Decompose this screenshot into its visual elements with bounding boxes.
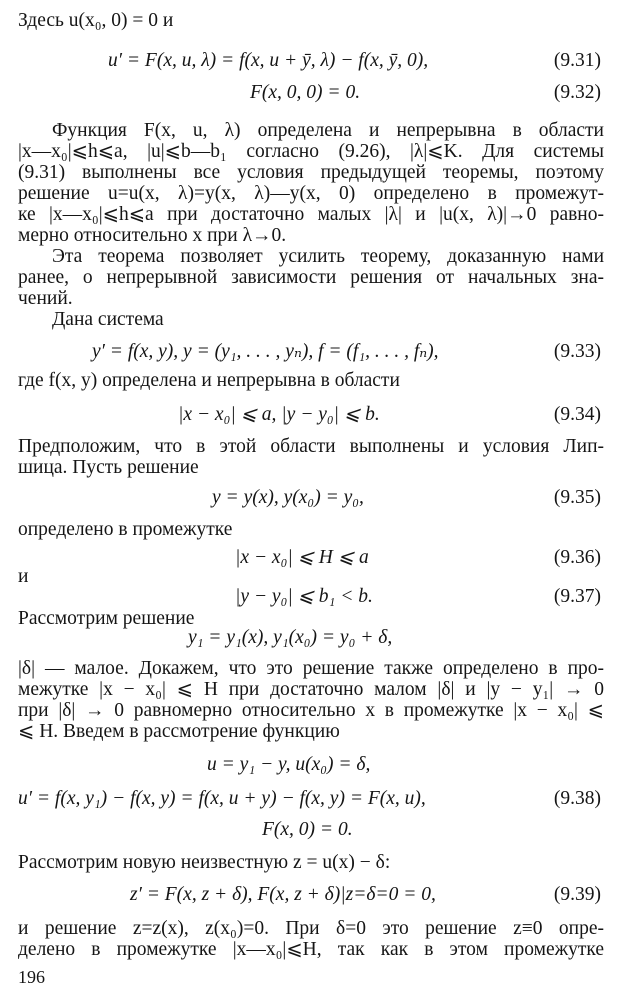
paragraph-line: шица. Пусть решение	[18, 457, 199, 478]
paragraph-line: мерно относительно x при λ→0.	[18, 225, 287, 246]
and-word: и	[18, 566, 29, 587]
paragraph-line: межутке |x − x₀| ⩽ H при достаточно малом |δ| и |y − y₁| → 0	[18, 679, 604, 700]
paragraph-line: при |δ| → 0 равномерно относительно x в промежутке |x − x₀| ⩽	[18, 700, 604, 721]
equation-number-9-37: (9.37)	[553, 586, 601, 607]
equation-number-9-31: (9.31)	[553, 50, 601, 71]
paragraph-line: |x—x₀|⩽h⩽a, |u|⩽b—b₁ согласно (9.26), |λ|⩽K. Для системы	[18, 141, 604, 162]
paragraph-line: и решение z=z(x), z(x₀)=0. При δ=0 это решение z≡0 опре-	[18, 918, 604, 939]
equation-9-36: |x − x₀| ⩽ H ⩽ a	[235, 547, 369, 568]
paragraph-line: делено в промежутке |x—x₀|⩽H, так как в этом промежутке	[18, 939, 604, 960]
equation-9-34: |x − x₀| ⩽ a, |y − y₀| ⩽ b.	[178, 404, 380, 425]
equation-9-31: u′ = F(x, u, λ) = f(x, u + ȳ, λ) − f(x, ȳ, 0),	[108, 50, 429, 71]
equation-number-9-38: (9.38)	[553, 788, 601, 809]
page-number: 196	[18, 967, 45, 987]
equation-u: u = y₁ − y, u(x₀) = δ,	[207, 754, 371, 775]
equation-number-9-34: (9.34)	[553, 404, 601, 425]
paragraph-line: (9.31) выполнены все условия предыдущей теоремы, поэтому	[18, 162, 604, 183]
given-system-line: Дана система	[52, 309, 164, 330]
intro-line: Здесь u(x₀, 0) = 0 и	[18, 10, 174, 31]
equation-9-32: F(x, 0, 0) = 0.	[250, 82, 361, 103]
equation-9-39: z′ = F(x, z + δ), F(x, z + δ)|z=δ=0 = 0,	[130, 884, 436, 905]
equation-F0: F(x, 0) = 0.	[262, 819, 353, 840]
where-f-line: где f(x, y) определена и непрерывна в области	[18, 370, 400, 391]
equation-9-33: y′ = f(x, y), y = (y₁, . . . , yₙ), f = (f₁, . . . , fₙ),	[92, 341, 439, 362]
equation-number-9-39: (9.39)	[553, 884, 601, 905]
equation-9-38: u′ = f(x, y₁) − f(x, y) = f(x, u + y) − f(x, y) = F(x, u),	[18, 788, 426, 809]
paragraph-line: |δ| — малое. Докажем, что это решение также определено в про-	[18, 658, 604, 679]
equation-number-9-36: (9.36)	[553, 547, 601, 568]
paragraph-line: ранее, о непрерывной зависимости решения от начальных зна-	[18, 267, 604, 288]
equation-y1: y₁ = y₁(x), y₁(x₀) = y₀ + δ,	[188, 627, 393, 648]
paragraph-line: ке |x—x₀|⩽h⩽a при достаточно малых |λ| и |u(x, λ)|→0 равно-	[18, 204, 604, 225]
paragraph-line: Эта теорема позволяет усилить теорему, доказанную нами	[52, 246, 604, 267]
defined-in-line: определено в промежутке	[18, 519, 233, 540]
equation-9-37: |y − y₀| ⩽ b₁ < b.	[235, 586, 373, 607]
equation-number-9-33: (9.33)	[553, 341, 601, 362]
new-unknown-line: Рассмотрим новую неизвестную z = u(x) − δ:	[18, 852, 391, 873]
equation-number-9-35: (9.35)	[553, 487, 601, 508]
paragraph-line: чений.	[18, 288, 73, 309]
paragraph-line: Функция F(x, u, λ) определена и непрерывна в области	[52, 120, 604, 141]
equation-number-9-32: (9.32)	[553, 82, 601, 103]
paragraph-line: ⩽ H. Введем в рассмотрение функцию	[18, 721, 340, 742]
paragraph-line: Предположим, что в этой области выполнены и условия Лип-	[18, 436, 604, 457]
consider-solution-line: Рассмотрим решение	[18, 608, 195, 629]
paragraph-line: решение u=u(x, λ)=y(x, λ)—y(x, 0) определено в промежут-	[18, 183, 604, 204]
equation-9-35: y = y(x), y(x₀) = y₀,	[212, 487, 364, 508]
